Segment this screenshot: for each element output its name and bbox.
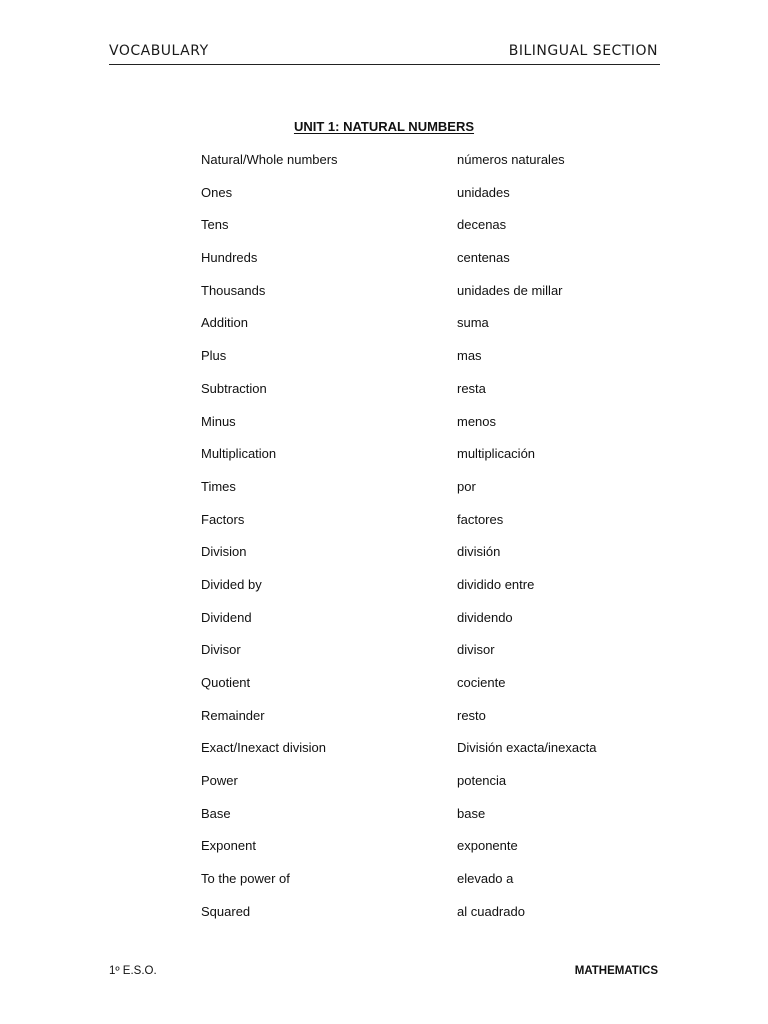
spanish-term: multiplicación [457,446,536,462]
english-term: Power [201,773,238,789]
vocabulary-row [201,575,661,608]
vocabulary-row [201,412,661,445]
spanish-term: centenas [457,250,510,266]
english-term: Natural/Whole numbers [201,152,338,167]
english-term: Tens [201,217,229,233]
header-left-text: VOCABULARY [109,43,209,59]
vocabulary-row [201,804,661,837]
english-term: Exact/Inexact division [201,740,327,756]
english-term: Dividend [201,609,252,625]
vocabulary-row [201,183,661,216]
vocabulary-row [201,706,661,739]
spanish-term: al cuadrado [457,903,525,919]
spanish-term: factores [457,511,504,527]
vocabulary-row [201,150,661,183]
footer-right-text: MATHEMATICS [574,965,658,977]
spanish-term: base [457,805,486,821]
english-term: Times [201,478,236,494]
vocabulary-row [201,608,661,641]
page-title: UNIT 1: NATURAL NUMBERS [293,119,475,134]
spanish-term: resta [457,380,486,396]
english-term: Factors [201,511,245,527]
vocabulary-row [201,673,661,706]
english-term: Thousands [201,282,266,298]
spanish-term: unidades de millar [457,282,563,298]
english-term: Addition [201,315,248,331]
vocabulary-row [201,379,661,412]
vocabulary-row [201,836,661,869]
vocabulary-row [201,542,661,575]
spanish-term: decenas [457,217,507,233]
spanish-term: dividido entre [457,576,535,592]
english-term: Plus [201,348,227,364]
vocabulary-row [201,902,661,935]
spanish-term: por [457,478,476,494]
english-term: Divided by [201,576,262,592]
spanish-term: divisor [457,642,495,658]
spanish-term: cociente [457,675,506,690]
english-term: Ones [201,184,233,200]
english-term: To the power of [201,871,290,887]
english-term: Multiplication [201,446,277,462]
vocabulary-row [201,281,661,314]
english-term: Squared [201,903,251,919]
vocabulary-row [201,640,661,673]
spanish-term: exponente [457,838,518,854]
vocabulary-row [201,248,661,281]
vocabulary-row [201,869,661,902]
spanish-term: elevado a [457,871,514,887]
vocabulary-row [201,215,661,248]
english-term: Remainder [201,707,265,723]
vocabulary-row [201,313,661,346]
vocabulary-row [201,738,661,771]
vocabulary-row [201,444,661,477]
header-right-text: BILINGUAL SECTION [508,43,658,59]
english-term: Divisor [201,642,241,658]
vocabulary-row [201,346,661,379]
vocabulary-row [201,771,661,804]
english-term: Exponent [201,838,256,854]
vocabulary-row [201,510,661,543]
english-term: Quotient [201,675,251,690]
spanish-term: dividendo [457,609,513,625]
spanish-term: resto [457,707,486,723]
spanish-term: números naturales [457,152,565,167]
english-term: Division [201,544,247,560]
footer-left-text: 1º E.S.O. [109,965,157,977]
english-term: Minus [201,413,236,429]
spanish-term: mas [457,348,482,364]
vocabulary-row [201,477,661,510]
spanish-term: división [457,544,501,560]
spanish-term: unidades [457,184,510,200]
page-header [109,42,660,65]
english-term: Hundreds [201,250,258,266]
spanish-term: potencia [457,773,507,789]
english-term: Base [201,805,231,821]
vocabulary-list [201,150,661,935]
spanish-term: División exacta/inexacta [457,740,597,756]
spanish-term: suma [457,315,489,331]
english-term: Subtraction [201,380,267,396]
spanish-term: menos [457,413,497,429]
